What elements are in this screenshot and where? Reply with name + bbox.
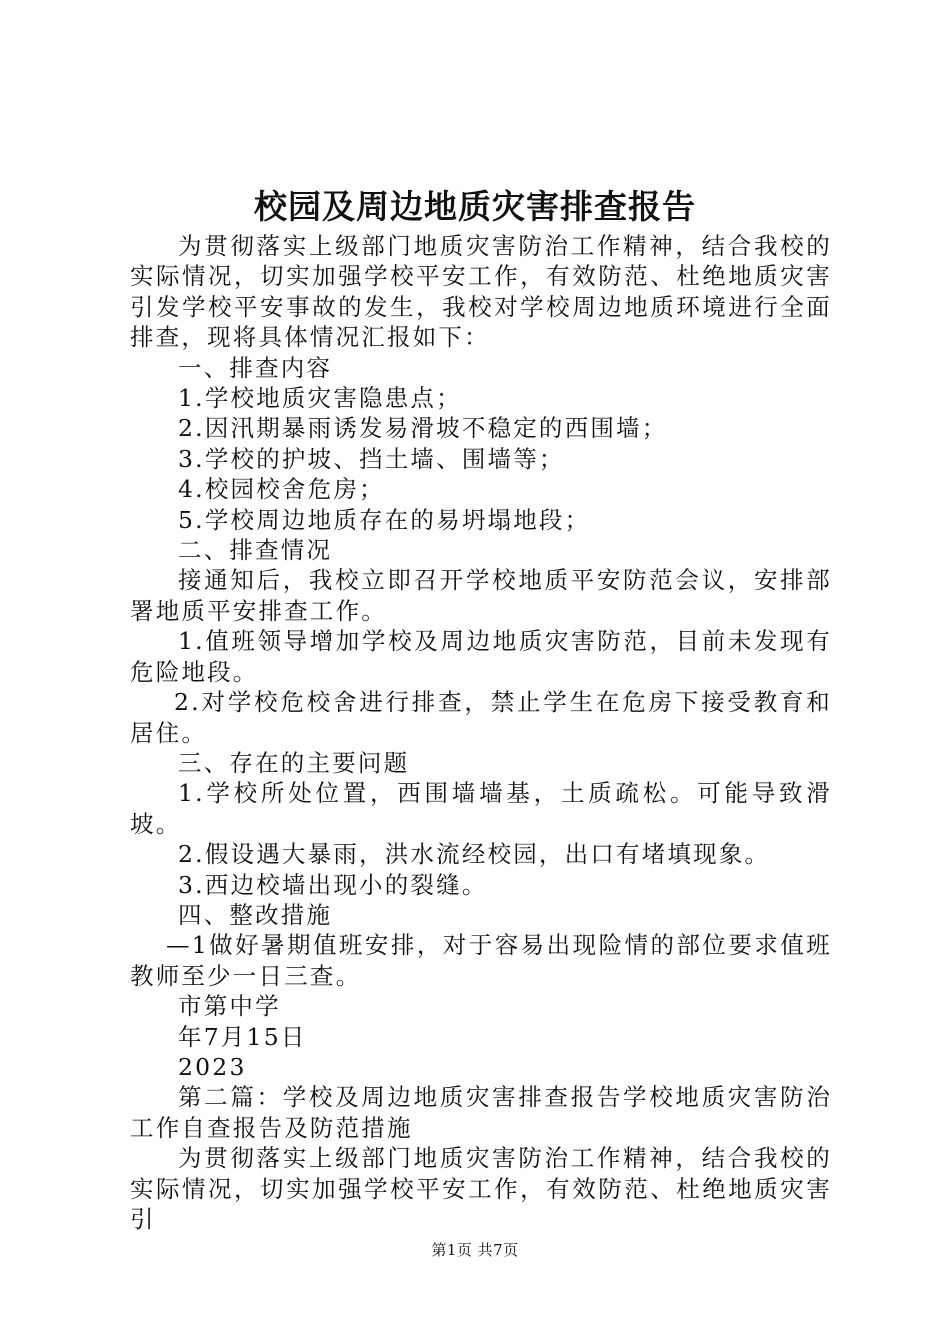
body-paragraph: 为贯彻落实上级部门地质灾害防治工作精神，结合我校的实际情况，切实加强学校平安工作，有效防范、杜绝地质灾害引 bbox=[130, 1144, 832, 1233]
list-item: 3.学校的护坡、挡土墙、围墙等； bbox=[178, 444, 565, 473]
section-heading-main-problems: 三、存在的主要问题 bbox=[178, 748, 410, 777]
list-item: 2.对学校危校舍进行排查，禁止学生在危房下接受教育和居住。 bbox=[130, 688, 832, 747]
list-item: —1做好暑期值班安排，对于容易出现险情的部位要求值班教师至少一日三查。 bbox=[130, 931, 832, 990]
second-article-heading: 第二篇：学校及周边地质灾害排查报告学校地质灾害防治工作自查报告及防范措施 bbox=[130, 1083, 832, 1142]
signature-school: 市第中学 bbox=[178, 992, 281, 1021]
section-heading-inspection-status: 二、排查情况 bbox=[178, 536, 333, 565]
signature-year: 2023 bbox=[178, 1052, 247, 1081]
section-heading-inspection-content: 一、排查内容 bbox=[178, 353, 333, 382]
list-item: 1.学校地质灾害隐患点； bbox=[178, 384, 462, 413]
document-body bbox=[130, 231, 832, 1234]
section-heading-rectification: 四、整改措施 bbox=[178, 900, 333, 929]
list-item: 2.因汛期暴雨诱发易滑坡不稳定的西围墙； bbox=[178, 414, 668, 443]
list-item: 4.校园校舍危房； bbox=[178, 475, 385, 504]
list-item: 3.西边校墙出现小的裂缝。 bbox=[178, 870, 488, 899]
list-item: 1.值班领导增加学校及周边地质灾害防范，目前未发现有危险地段。 bbox=[130, 627, 832, 686]
list-item: 2.假设遇大暴雨，洪水流经校园，出口有堵填现象。 bbox=[178, 840, 771, 869]
document-title: 校园及周边地质灾害排查报告 bbox=[254, 187, 696, 226]
list-item: 1.学校所处位置，西围墙墙基，土质疏松。可能导致滑坡。 bbox=[130, 779, 832, 838]
intro-paragraph: 为贯彻落实上级部门地质灾害防治工作精神，结合我校的实际情况，切实加强学校平安工作，有效防范、杜绝地质灾害引发学校平安事故的发生，我校对学校周边地质环境进行全面排查，现将具体情况汇报如下： bbox=[130, 232, 832, 352]
list-item: 5.学校周边地质存在的易坍塌地段； bbox=[178, 505, 591, 534]
signature-date: 年7月15日 bbox=[178, 1022, 307, 1051]
body-paragraph: 接通知后，我校立即召开学校地质平安防范会议，安排部署地质平安排查工作。 bbox=[130, 566, 832, 625]
page-number-footer: 第1页 共7页 bbox=[431, 1241, 519, 1259]
